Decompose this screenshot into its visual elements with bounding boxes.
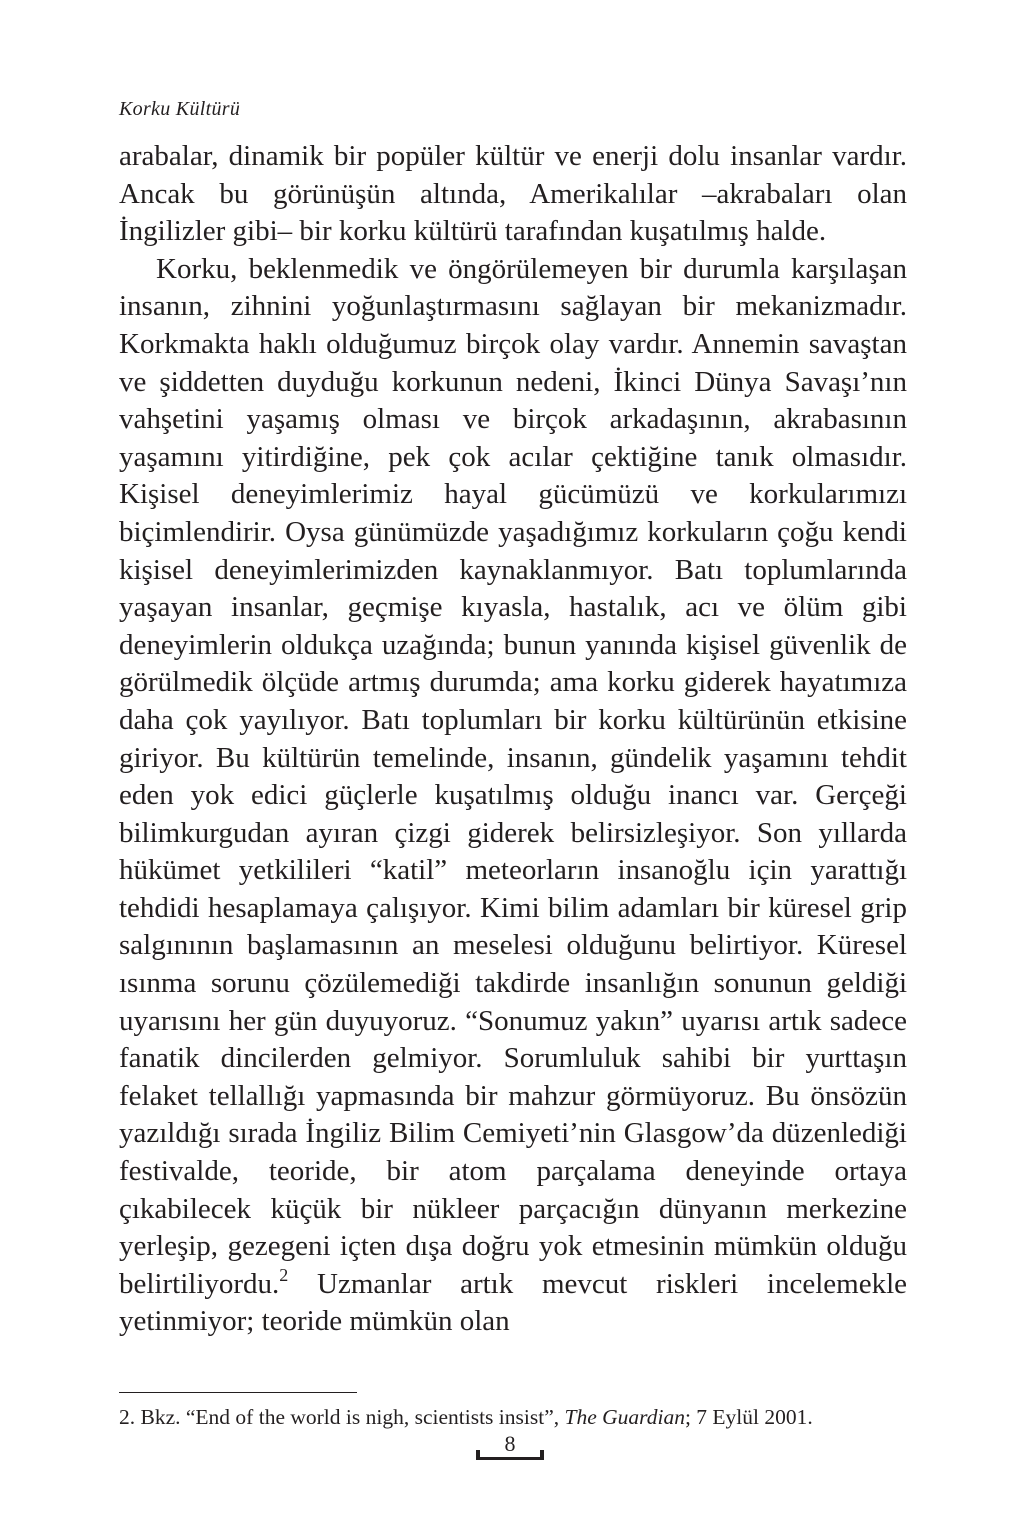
- footnote-divider: [119, 1392, 357, 1393]
- paragraph-2-tail: Uzmanlar artık mevcut riskleri incelemekle yetinmiyor; teoride mümkün olan: [119, 1267, 907, 1338]
- footnote-source: The Guardian: [564, 1405, 685, 1429]
- page-number: 8: [504, 1431, 516, 1456]
- footnote: [119, 1403, 919, 1431]
- page-number-tick-left: [476, 1450, 480, 1460]
- paragraph-2-text: Korku, beklenmedik ve öngörülemeyen bir durumla karşılaşan insanın, zihnini yoğunlaştırmasını sağlayan bir mekanizmadır. Korkmakta haklı olduğumuz birçok olay vardır. Annemin savaştan ve şiddetten duyduğu korkunun nedeni, İkinci Dünya Savaşı’nın vahşetini yaşamış olması ve birçok arkadaşının, akrabasının yaşamını yitirdiğine, pek çok acılar çektiğine tanık olmasıdır. Kişisel deneyimlerimiz hayal gücümüzü ve korkularımızı biçimlendirir. Oysa günümüzde yaşadığımız korkuların çoğu kendi kişisel deneyimlerimizden kaynaklanmıyor. Batı toplumlarında yaşayan insanlar, geçmişe kıyasla, hastalık, acı ve ölüm gibi deneyimlerin oldukça uzağında; bunun yanında kişisel güvenlik de görülmedik ölçüde artmış durumda; ama korku giderek hayatımıza daha çok yayılıyor. Batı toplumları bir korku kültürünün etkisine giriyor. Bu kültürün temelinde, insanın, gündelik yaşamını tehdit eden yok edici güçlerle kuşatılmış olduğu inancı var. Gerçeği bilimkurgudan ayıran çizgi giderek belirsizleşiyor. Son yıllarda hükümet yetkilileri “katil” meteorların insanoğlu için yarattığı tehdidi hesaplamaya çalışıyor. Kimi bilim adamları bir küresel grip salgınının başlamasının an meselesi olduğunu belirtiyor. Küresel ısınma sorunu çözülemediği takdirde insanlığın sonunun geldiği uyarısını her gün duyuyoruz. “Sonumuz yakın” uyarısı artık sadece fanatik dincilerden gelmiyor. Sorumluluk sahibi bir yurttaşın felaket tellallığı yapmasında bir mahzur görmüyoruz. Bu önsözün yazıldığı sırada İngiliz Bilim Cemiyeti’nin Glasgow’da düzenlediği festivalde, teoride, bir atom parçalama deneyinde ortaya çıkabilecek küçük bir nükleer parçacığın dünyanın merkezine yerleşip, gezegeni içten dışa doğru yok etmesinin mümkün olduğu belirtiliyordu.: [119, 252, 907, 1300]
- paragraph-continued: [119, 138, 907, 251]
- paragraph-1-text: arabalar, dinamik bir popüler kültür ve enerji dolu insanlar vardır. Ancak bu görünüşün altında, Amerikalılar –akrabaları olan İngilizler gibi– bir korku kültürü tarafından kuşatılmış halde.: [119, 140, 907, 248]
- running-head: Korku Kültürü: [119, 98, 241, 120]
- body-text: [119, 138, 907, 1341]
- paragraph: [119, 251, 907, 1341]
- footnote-prefix: 2. Bkz. “End of the world is nigh, scientists insist”,: [119, 1405, 560, 1429]
- footnote-reference: 2: [279, 1264, 289, 1285]
- page-number-block: [472, 1430, 548, 1464]
- page-number-bar: [476, 1457, 544, 1460]
- footnote-suffix: ; 7 Eylül 2001.: [684, 1405, 813, 1429]
- page-number-tick-right: [540, 1450, 544, 1460]
